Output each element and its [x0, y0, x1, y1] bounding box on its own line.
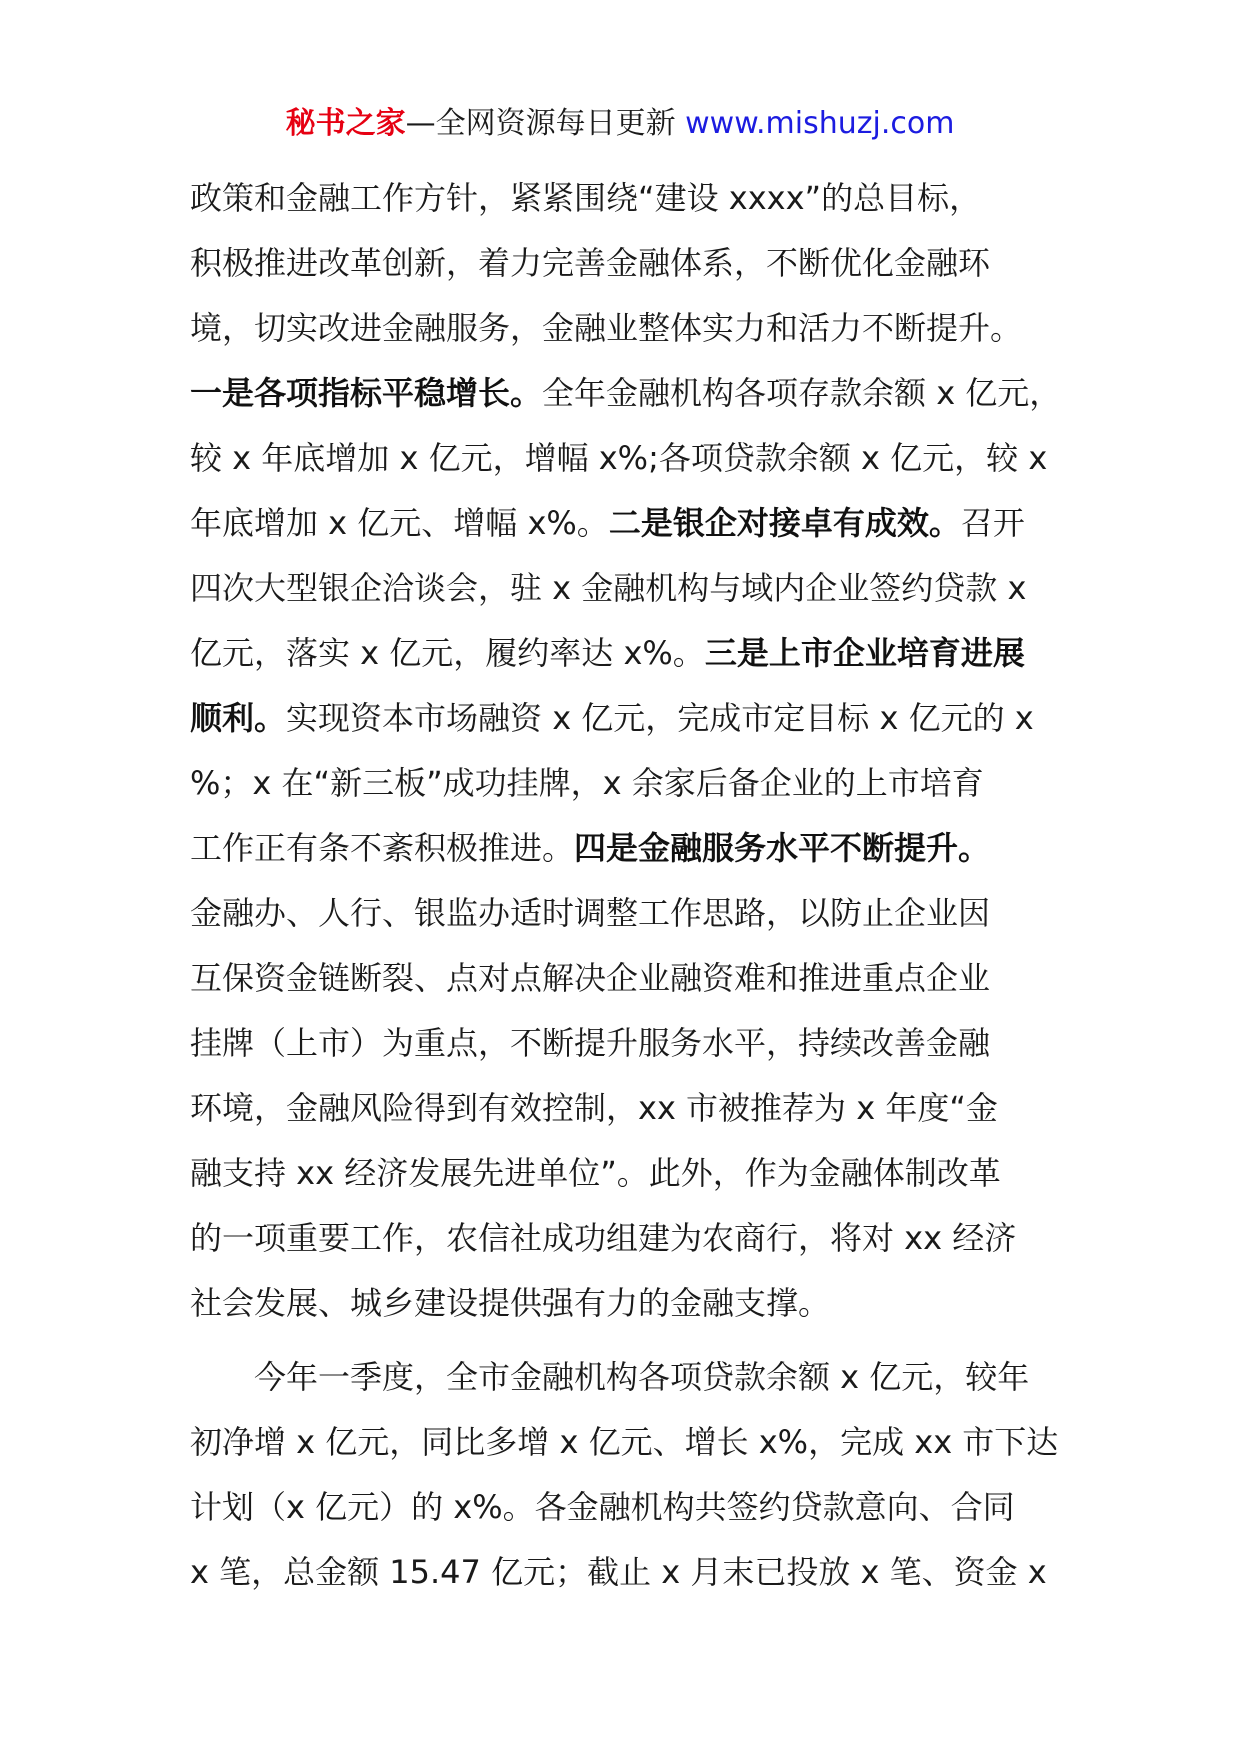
paragraph-2	[190, 1345, 1090, 1605]
text-line: 挂牌（上市）为重点，不断提升服务水平，持续改善金融	[190, 1024, 991, 1062]
text-line: 今年一季度，全市金融机构各项贷款余额 x 亿元，较年	[254, 1358, 1030, 1396]
text-span: 全年金融机构各项存款余额 x 亿元，	[542, 374, 1062, 412]
text-line: 积极推进改革创新，着力完善金融体系，不断优化金融环	[190, 244, 991, 282]
paragraph-gap	[190, 1336, 1090, 1345]
document-body	[190, 166, 1090, 1605]
text-span: 年底增加 x 亿元、增幅 x%。	[190, 504, 609, 542]
text-line: 社会发展、城乡建设提供强有力的金融支撑。	[190, 1284, 831, 1322]
text-span: 工作正有条不紊积极推进。	[190, 829, 575, 867]
paragraph-1	[190, 166, 1090, 1336]
text-line: 的一项重要工作，农信社成功组建为农商行，将对 xx 经济	[190, 1219, 1017, 1257]
text-line: 政策和金融工作方针，紧紧围绕“建设 xxxx”的总目标，	[190, 179, 982, 217]
text-line: 融支持 xx 经济发展先进单位”。此外，作为金融体制改革	[190, 1154, 1001, 1192]
text-line: 金融办、人行、银监办适时调整工作思路，以防止企业因	[190, 894, 991, 932]
point-three-heading-end: 顺利。	[190, 699, 287, 737]
text-span: 实现资本市场融资 x 亿元，完成市定目标 x 亿元的 x	[286, 699, 1034, 737]
text-line: 计划（x 亿元）的 x%。各金融机构共签约贷款意向、合同	[190, 1488, 1015, 1526]
site-url[interactable]: www.mishuzj.com	[685, 106, 955, 141]
text-line	[190, 361, 1090, 426]
text-line: 较 x 年底增加 x 亿元，增幅 x%;各项贷款余额 x 亿元，较 x	[190, 439, 1048, 477]
text-span: 召开	[960, 504, 1025, 542]
text-line	[190, 816, 1090, 881]
point-two-heading: 二是银企对接卓有成效。	[608, 504, 961, 542]
text-line	[190, 491, 1090, 556]
document-header	[0, 102, 1240, 146]
text-line	[190, 621, 1090, 686]
point-three-heading: 三是上市企业培育进展	[704, 634, 1025, 672]
text-line: x 笔，总金额 15.47 亿元；截止 x 月末已投放 x 笔、资金 x	[190, 1553, 1047, 1591]
text-line: 四次大型银企洽谈会，驻 x 金融机构与域内企业签约贷款 x	[190, 569, 1027, 607]
text-line	[190, 686, 1090, 751]
text-line: 环境，金融风险得到有效控制，xx 市被推荐为 x 年度“金	[190, 1089, 998, 1127]
text-line: 初净增 x 亿元，同比多增 x 亿元、增长 x%，完成 xx 市下达	[190, 1423, 1059, 1461]
site-tagline: —全网资源每日更新	[405, 106, 686, 141]
point-four-heading: 四是金融服务水平不断提升。	[574, 829, 991, 867]
site-brand: 秘书之家	[285, 106, 406, 141]
point-one-heading: 一是各项指标平稳增长。	[190, 374, 543, 412]
text-line: %；x 在“新三板”成功挂牌，x 余家后备企业的上市培育	[190, 764, 984, 802]
text-span: 亿元，落实 x 亿元，履约率达 x%。	[190, 634, 705, 672]
text-line: 互保资金链断裂、点对点解决企业融资难和推进重点企业	[190, 959, 991, 997]
text-line: 境，切实改进金融服务，金融业整体实力和活力不断提升。	[190, 309, 1023, 347]
